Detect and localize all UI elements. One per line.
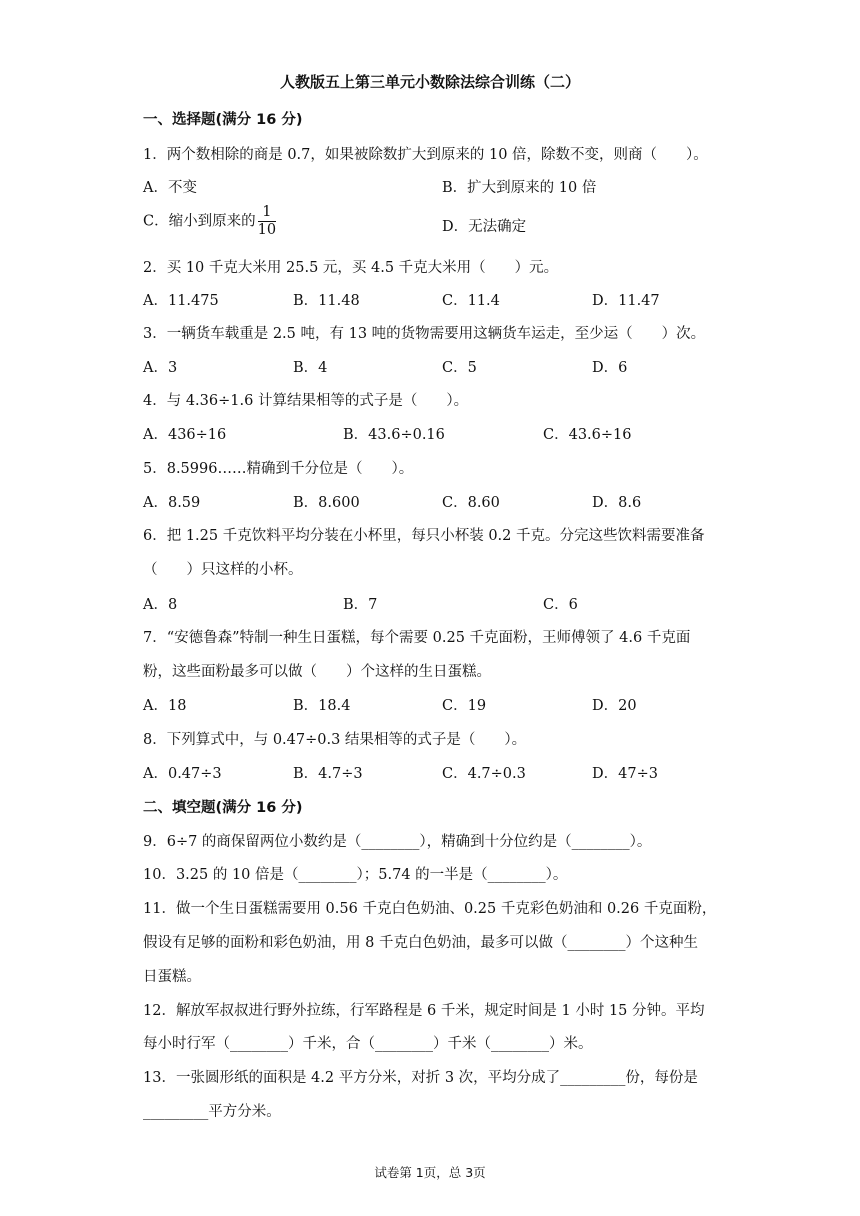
question-11-line3: 日蛋糕。 <box>143 969 201 985</box>
section-heading-choice: 一、选择题(满分 16 分) <box>143 112 303 128</box>
question-12-line1: 12．解放军叔叔进行野外拉练，行军路程是 6 千米，规定时间是 1 小时 15 分钟。平均 <box>143 1003 705 1019</box>
q7-option-d: D．20 <box>592 698 637 714</box>
question-6-stem-line1: 6．把 1.25 千克饮料平均分装在小杯里，每只小杯装 0.2 千克。分完这些饮料需要准备 <box>143 528 705 544</box>
q3-option-c: C．5 <box>442 360 477 376</box>
question-11-line1: 11．做一个生日蛋糕需要用 0.56 千克白色奶油、0.25 千克彩色奶油和 0.26 千克面粉， <box>143 901 717 917</box>
question-10: 10．3.25 的 10 倍是（________）；5.74 的一半是（________）。 <box>143 867 568 883</box>
question-12-line2: 每小时行军（________）千米，合（________）千米（________）米。 <box>143 1036 593 1052</box>
fraction <box>258 204 276 239</box>
fraction-numerator: 1 <box>258 204 276 222</box>
question-8-stem: 8．下列算式中，与 0.47÷0.3 结果相等的式子是（ ）。 <box>143 732 527 748</box>
q5-option-b: B．8.600 <box>293 495 360 511</box>
q7-option-a: A．18 <box>143 698 187 714</box>
question-11-line2: 假设有足够的面粉和彩色奶油，用 8 千克白色奶油，最多可以做（________）个这种生 <box>143 935 698 951</box>
q1-option-c <box>143 204 276 239</box>
fraction-denominator: 10 <box>257 222 277 238</box>
question-13-line2: _________平方分米。 <box>143 1104 281 1120</box>
question-2-stem: 2．买 10 千克大米用 25.5 元，买 4.5 千克大米用（ ）元。 <box>143 260 559 276</box>
q5-option-a: A．8.59 <box>143 495 201 511</box>
q8-option-c: C．4.7÷0.3 <box>442 766 526 782</box>
q3-option-d: D．6 <box>592 360 628 376</box>
q6-option-b: B．7 <box>343 597 378 613</box>
page-footer: 试卷第 1页，总 3页 <box>374 1165 486 1180</box>
q2-option-d: D．11.47 <box>592 293 660 309</box>
q1-option-b: B．扩大到原来的 10 倍 <box>442 180 597 196</box>
question-6-stem-line2: （ ）只这样的小杯。 <box>143 562 303 578</box>
q8-option-b: B．4.7÷3 <box>293 766 363 782</box>
q4-option-b: B．43.6÷0.16 <box>343 427 445 443</box>
question-9: 9．6÷7 的商保留两位小数约是（________），精确到十分位约是（________）。 <box>143 834 652 850</box>
question-7-stem-line2: 粉，这些面粉最多可以做（ ）个这样的生日蛋糕。 <box>143 664 491 680</box>
q3-option-a: A．3 <box>143 360 178 376</box>
q3-option-b: B．4 <box>293 360 328 376</box>
q1-option-a: A．不变 <box>143 180 197 196</box>
q1-option-d: D．无法确定 <box>442 219 527 235</box>
q2-option-a: A．11.475 <box>143 293 219 309</box>
page-title: 人教版五上第三单元小数除法综合训练（二） <box>279 73 580 91</box>
q5-option-d: D．8.6 <box>592 495 642 511</box>
q7-option-b: B．18.4 <box>293 698 351 714</box>
q2-option-c: C．11.4 <box>442 293 500 309</box>
question-4-stem: 4．与 4.36÷1.6 计算结果相等的式子是（ ）。 <box>143 393 469 409</box>
question-1-stem: 1．两个数相除的商是 0.7，如果被除数扩大到原来的 10 倍，除数不变，则商（ ）。 <box>143 147 708 163</box>
q7-option-c: C．19 <box>442 698 487 714</box>
q5-option-c: C．8.60 <box>442 495 500 511</box>
q2-option-b: B．11.48 <box>293 293 360 309</box>
question-7-stem-line1: 7．“安德鲁森”特制一种生日蛋糕，每个需要 0.25 千克面粉，王师傅领了 4.6 千克面 <box>143 630 691 646</box>
question-13-line1: 13．一张圆形纸的面积是 4.2 平方分米，对折 3 次，平均分成了_________份，每份是 <box>143 1070 698 1086</box>
section-heading-fill: 二、填空题(满分 16 分) <box>143 800 303 816</box>
q4-option-c: C．43.6÷16 <box>543 427 632 443</box>
q8-option-d: D．47÷3 <box>592 766 658 782</box>
q6-option-a: A．8 <box>143 597 178 613</box>
question-3-stem: 3．一辆货车载重是 2.5 吨，有 13 吨的货物需要用这辆货车运走，至少运（ ）次。 <box>143 326 706 342</box>
q8-option-a: A．0.47÷3 <box>143 766 222 782</box>
question-5-stem: 5．8.5996……精确到千分位是（ ）。 <box>143 461 414 477</box>
q1-option-c-text: C．缩小到原来的 <box>143 213 256 230</box>
q4-option-a: A．436÷16 <box>143 427 227 443</box>
q6-option-c: C．6 <box>543 597 578 613</box>
